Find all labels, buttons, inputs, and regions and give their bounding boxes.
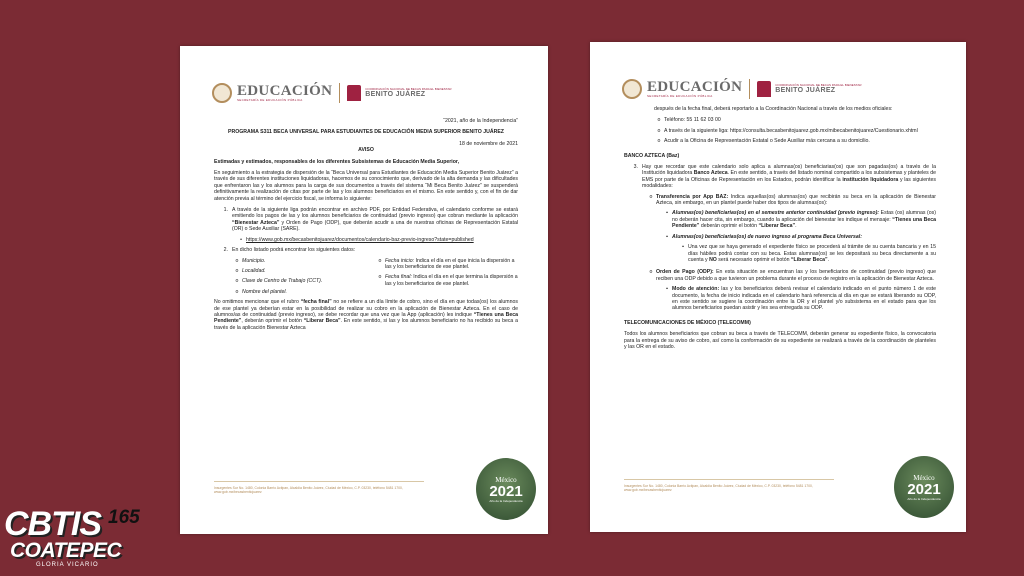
- footer-address: Insurgentes Sur No. 1480, Colonia Barrio Actipan, Alcaldía Benito Juárez, Ciudad de México, C.P. 03230, teléfono 5481 1700, www.gob.mx/becasbenitojuarez: [214, 481, 424, 494]
- education-logo-text: EDUCACIÓN: [647, 79, 743, 95]
- footer-address: Insurgentes Sur No. 1480, Colonia Barrio Actipan, Alcaldía Benito Juárez, Ciudad de México, C.P. 03230, teléfono 5481 1700, www.gob.mx/becasbenitojuarez: [624, 479, 834, 492]
- telecom-heading: TELECOMUNICACIONES DE MÉXICO (TELECOMM): [624, 319, 751, 326]
- contact-office: o Acudir a la Oficina de Representación Estatal o Sede Auxiliar más cercana a su domicilio.: [657, 138, 870, 145]
- new-entry-item: ▪ Alumnas(os) beneficiarias(os) de nuevo ingreso al programa Beca Universal:: [666, 233, 862, 240]
- salutation: Estimadas y estimados, responsables de los diferentes Subsistemas de Educación Media Superior,: [214, 158, 460, 165]
- benito-juarez-icon: [347, 85, 361, 101]
- motto: “2021, año de la Independencia”: [443, 118, 518, 124]
- aviso-heading: AVISO: [358, 147, 374, 154]
- baz-heading: BANCO AZTECA (Baz): [624, 152, 680, 159]
- header-divider: [749, 79, 750, 99]
- mexico-2021-emblem: México 2021 Año de la Independencia: [476, 458, 536, 520]
- eagle-seal-icon: [622, 79, 642, 99]
- calendar-link[interactable]: https://www.gob.mx/becasbenitojuarez/documentos/calendario-baz-previo-ingreso?state=published: [246, 236, 474, 243]
- page-header: [212, 80, 452, 106]
- contact-phone: o Teléfono: 55 11 62 03 00: [657, 117, 721, 124]
- program-title: PROGRAMA S311 BECA UNIVERSAL PARA ESTUDIANTES DE EDUCACIÓN MEDIA SUPERIOR BENITO JUÁREZ: [228, 129, 504, 136]
- education-logo-text: EDUCACIÓN: [237, 83, 333, 99]
- mexico-2021-emblem: México 2021 Año de la Independencia: [894, 456, 954, 518]
- attention-mode-item: ▪ Modo de atención: las y los beneficiarios deberá revisar el calendario indicado en el punto número 1 de este documento, la fecha de inicio indicada en el calendario hará referencia al día en que se estará liberando su ODP, en este sentido se sugiere la coordinación entre la OR y el plantel y/o subsistema en el estado para que los alumnos beneficiarios puedan asistir y les sea entregada su ODP.: [666, 286, 936, 312]
- bj-subtitle: COORDINACIÓN NACIONAL DE BECAS PARA EL BIENESTAR: [365, 87, 452, 91]
- closing-paragraph: No omitimos mencionar que el rubro “fecha final” no se refiere a un día límite de cobro, sino el día en que todas(os) los alumnos de ese plantel ya deberían estar en la posibilidad de realizar su cobro en la aplicación de Bienestar Azteca. En el caso de alumnos/as de continuidad (previo ingreso), se debe recordar que una vez que la App (aplicación) les indique “Tienes una Beca Pendiente”, deberán oprimir el botón “Liberar Beca”. En este sentido, si las y los alumnos beneficiario no ha recibido su beca a través de la aplicación Bienestar Azteca: [214, 299, 518, 331]
- calendar-link-row: • https://www.gob.mx/becasbenitojuarez/documentos/calendario-baz-previo-ingreso?state=published: [240, 236, 474, 243]
- odp-item: o Orden de Pago (ODP): En esta situación se encuentran las y los beneficiarios de continuidad (previo ingreso) que reciben una ODP debido a que tuvieron un problema durante el proceso de registro en la aplicación de Bienestar Azteca.: [649, 269, 936, 282]
- document-date: 18 de noviembre de 2021: [459, 140, 518, 147]
- data-fields: [214, 258, 518, 300]
- eagle-seal-icon: [212, 83, 232, 103]
- data-fields-right: o Fecha inicio: Indica el día en el que inicia la dispersión a las y los beneficiarios de ese plantel. o Fecha final: Indica el día en el que termina la dispersión a las y los beneficiarios de ese plantel.: [378, 257, 518, 287]
- continuation-paragraph: después de la fecha final, deberá reportarlo a la Coordinación Nacional a través de los medios oficiales:: [654, 106, 893, 112]
- bj-subtitle: COORDINACIÓN NACIONAL DE BECAS PARA EL BIENESTAR: [775, 83, 862, 87]
- intro-paragraph: En seguimiento a la estrategia de dispersión de la “Beca Universal para Estudiantes de Educación Media Superior Benito Juárez” a través de sus diferentes instituciones liquidadoras, hacemos de su conocimiento que, derivado de la alta demanda y las dificultades que enfrentaron las y los alumnos para la carga de sus documentos a través del sistema “Mi Beca Benito Juárez” se suspenderá definitivamente la realización de citas por parte de las y los alumnos beneficiarios en el mismo. En este sentido y, con el fin de dar atención previa al término del ejercicio fiscal, se informa lo siguiente:: [214, 170, 518, 202]
- document-page-1: [180, 46, 548, 534]
- continuity-item: ▪ Alumnas(os) beneficiarias(os) en el semestre anterior continuidad (previo ingreso): Estas (os) alumnas (os) no deberán hacer cita, sin embargo, cuando la aplicación del bienestar les indique el mensaje: “Tienes una Beca Pendiente” deberán oprimir el botón “Liberar Beca”.: [666, 210, 936, 230]
- app-baz-item: o Transferencia por App BAZ: Indica aquellas(os) alumnas(os) que recibirán su beca en la aplicación de Bienestar Azteca, sin embargo, en un plantel puede haber dos tipos de alumnas(os):: [649, 193, 936, 207]
- contact-link[interactable]: o A través de la siguiente liga: https://consulta.becasbenitojuarez.gob.mx/mibecabenitojuarez/Cuestionario.xhtml: [657, 127, 918, 134]
- benito-juarez-icon: [757, 81, 771, 97]
- list-item-1: 1. A través de la siguiente liga podrán encontrar en archivo PDF, por Entidad Federativa, el calendario conforme se estará emitiendo los pagos de las y los alumnos beneficiarios de continuidad (previo ingreso) que cobran mediante la aplicación “Bienestar Azteca” y Orden de Pago (ODP), que deberán acudir a una de nuestras oficinas de Representación Estatal (OR) o Sede Auxiliar (SARE).: [223, 207, 518, 233]
- education-subtitle: SECRETARÍA DE EDUCACIÓN PÚBLICA: [647, 94, 713, 98]
- page-1-body: [214, 118, 518, 336]
- page-header: [622, 76, 862, 102]
- page-2-body: [624, 106, 936, 355]
- list-item-3: 3. Hay que recordar que este calendario solo aplica a alumnas(os) beneficiarias(os) que son pagadas(os) a través de la Institución liquidadora Banco Azteca. En este sentido, a través del listado nominal compartido a los subsistemas y planteles de EMS por parte de la Oficinas de Representación en los Estados, podrán identificar la institución liquidadora y las siguientes modalidades:: [633, 164, 937, 190]
- list-item-2: 2. En dicho listado podrá encontrar los siguientes datos:: [223, 247, 356, 254]
- cbtis-165-logo: CBTIS 165 COATEPEC GLORIA VICARIO: [4, 505, 140, 568]
- bj-title: BENITO JUÁREZ: [365, 91, 426, 98]
- new-entry-detail: ▪ Una vez que se haya generado el expediente físico se procederá al trámite de su cuenta bancaria y en 15 días hábiles podrá contar con su beca. Estas alumnas(os) se les depositará su beca directamente a su cuenta y NO será necesario oprimir el botón “Liberar Beca”.: [682, 244, 936, 263]
- bj-title: BENITO JUÁREZ: [775, 87, 836, 94]
- telecom-paragraph: Todos los alumnos beneficiarios que cobran su beca a través de TELECOMM, deberán generar su expediente físico, la convocatoria para la entrega de su aviso de cobro, así como la conformación de su expediente se realizará a través de la coordinación de planteles y las OR en el estado.: [624, 331, 936, 350]
- education-subtitle: SECRETARÍA DE EDUCACIÓN PÚBLICA: [237, 98, 303, 102]
- document-page-2: [590, 42, 966, 532]
- data-fields-left: o Municipio. o Localidad. o Clave de Centro de Trabajo (CCT). o Nombre del plantel.: [235, 257, 323, 295]
- contact-list: [624, 117, 936, 144]
- header-divider: [339, 83, 340, 103]
